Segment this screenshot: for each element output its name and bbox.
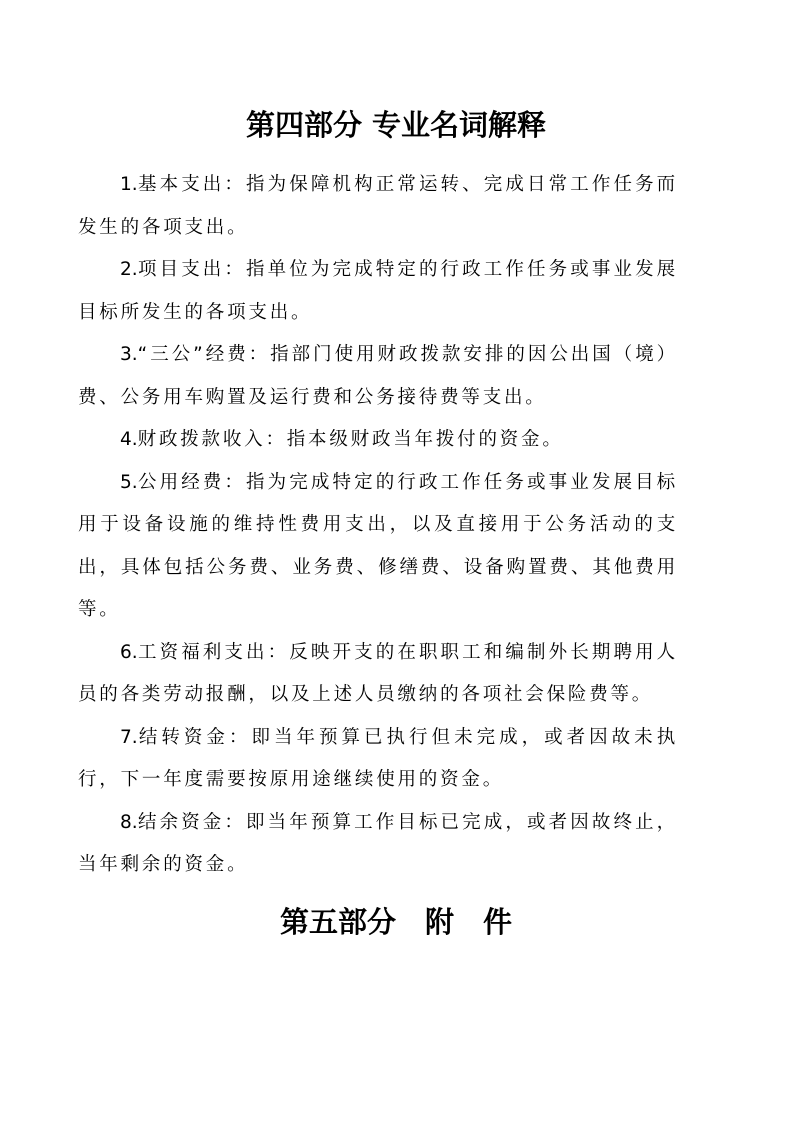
section-5-title: 第五部分 附 件: [279, 905, 512, 939]
term-number: 4.: [120, 429, 138, 450]
term-number: 6.: [120, 641, 138, 663]
term-number: 2.: [120, 259, 138, 280]
term-2: [78, 249, 678, 334]
term-text: 项目支出：指单位为完成特定的行政工作任务或事业发展目标所发生的各项支出。: [78, 259, 678, 323]
term-3: [78, 334, 678, 419]
term-text: 基本支出：指为保障机构正常运转、完成日常工作任务而发生的各项支出。: [78, 174, 678, 238]
term-1: [78, 164, 678, 249]
term-4: [78, 419, 678, 462]
term-text: 公用经费：指为完成特定的行政工作任务或事业发展目标用于设备设施的维持性费用支出，以及直接用于公务活动的支出，具体包括公务费、业务费、修缮费、设备购置费、其他费用等。: [78, 471, 678, 620]
term-6: [78, 632, 678, 717]
term-number: 1.: [120, 174, 138, 195]
term-text: 结余资金：即当年预算工作目标已完成，或者因故终止，当年剩余的资金。: [78, 811, 678, 875]
term-text: 结转资金：即当年预算已执行但未完成，或者因故未执行，下一年度需要按原用途继续使用的资金。: [78, 726, 678, 790]
term-text: 财政拨款收入：指本级财政当年拨付的资金。: [137, 429, 564, 450]
term-number: 8.: [120, 811, 138, 833]
term-number: 3.: [120, 344, 138, 365]
term-text: “三公”经费：指部门使用财政拨款安排的因公出国（境）费、公务用车购置及运行费和公务接待费等支出。: [78, 344, 678, 408]
term-5: [78, 462, 678, 632]
term-8: [78, 802, 678, 887]
term-7: [78, 717, 678, 802]
section-4-title: 第四部分 专业名词解释: [245, 108, 547, 142]
term-number: 7.: [120, 726, 138, 748]
term-number: 5.: [120, 471, 138, 493]
terms-list: [78, 164, 678, 887]
term-text: 工资福利支出：反映开支的在职职工和编制外长期聘用人员的各类劳动报酬，以及上述人员缴纳的各项社会保险费等。: [78, 641, 678, 705]
